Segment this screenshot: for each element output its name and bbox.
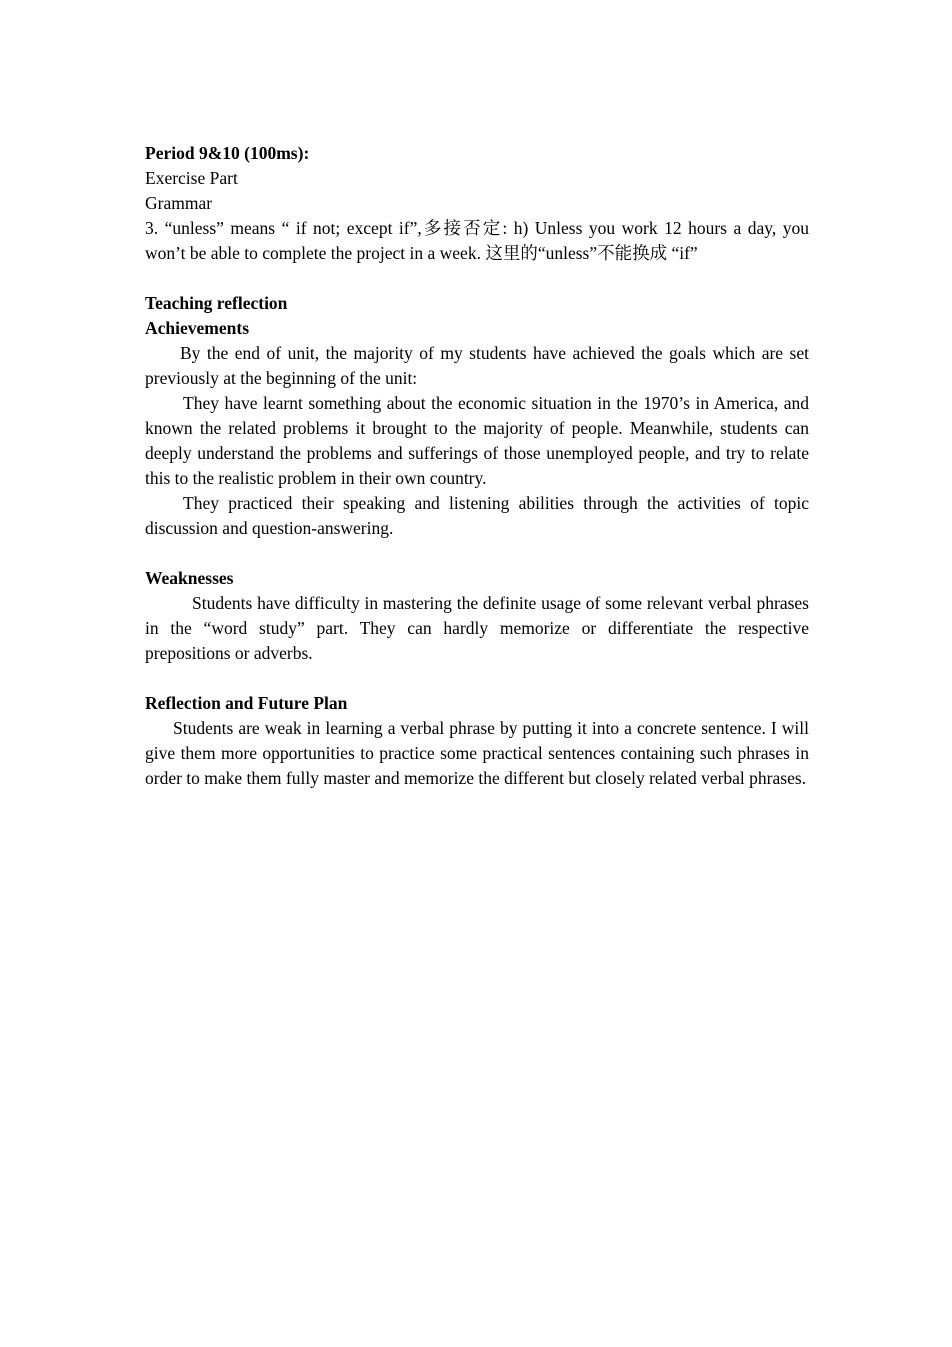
period-heading: Period 9&10 (100ms): <box>145 143 310 163</box>
weaknesses-paragraph: Students have difficulty in mastering the definite usage of some relevant verbal phrases in the “word study” part. They can hardly memorize or differentiate the respective prepositions or adverbs. <box>145 593 809 663</box>
achievements-paragraph: By the end of unit, the majority of my students have achieved the goals which are set previously at the beginning of the unit: <box>145 343 809 388</box>
grammar-item: 3. “unless” means “ if not; except if”,多接否定: h) Unless you work 12 hours a day, you won’t be able to complete the project in a week. 这里的“unless”不能换成 “if” <box>145 218 809 263</box>
achievements-paragraph: They have learnt something about the economic situation in the 1970’s in America, and known the related problems it brought to the majority of people. Meanwhile, students can deeply understand the problems and sufferings of those unemployed people, and try to relate this to the realistic problem in their own country. <box>145 393 809 488</box>
teaching-reflection-heading: Teaching reflection <box>145 293 288 313</box>
future-plan-paragraph: Students are weak in learning a verbal phrase by putting it into a concrete sentence. I will give them more opportunities to practice some practical sentences containing such phrases in order to make them fully master and memorize the different but closely related verbal phrases. <box>145 718 809 788</box>
weaknesses-heading: Weaknesses <box>145 568 234 588</box>
spacer <box>145 266 809 291</box>
spacer <box>145 666 809 691</box>
document-page <box>145 141 809 791</box>
spacer <box>145 541 809 566</box>
grammar-label: Grammar <box>145 193 213 213</box>
achievements-paragraph: They practiced their speaking and listening abilities through the activities of topic discussion and question-answering. <box>145 493 809 538</box>
future-plan-heading: Reflection and Future Plan <box>145 693 348 713</box>
exercise-part-label: Exercise Part <box>145 168 238 188</box>
achievements-heading: Achievements <box>145 318 250 338</box>
